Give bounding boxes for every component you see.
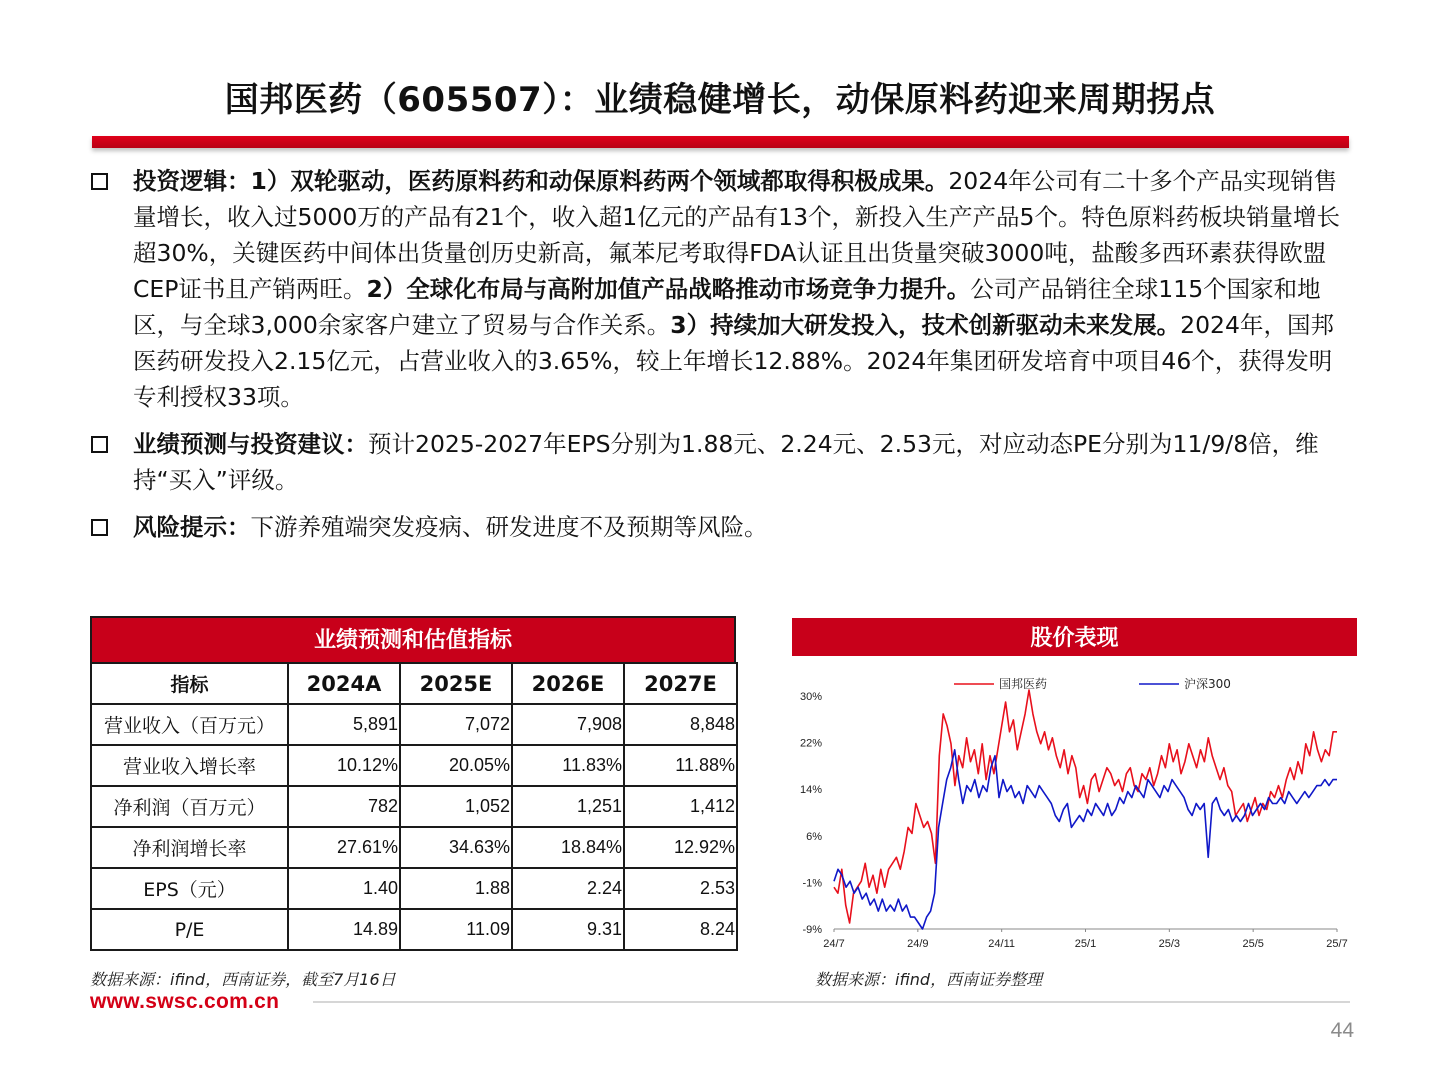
x-tick-label: 25/1: [1074, 938, 1097, 950]
table-value-cell: 18.84%: [512, 827, 624, 868]
table-source: 数据来源：ifind，西南证券，截至7月16日: [90, 970, 396, 989]
table-value-cell: 1.40: [288, 868, 400, 909]
page-number: 44: [1330, 1019, 1354, 1042]
y-tick-label: 30%: [799, 691, 822, 703]
bullet-square-icon: [91, 173, 108, 190]
forecast-table: [90, 616, 736, 951]
series-line-company: [834, 690, 1337, 923]
table-value-cell: 2.24: [512, 868, 624, 909]
table-value-cell: 7,072: [400, 704, 512, 745]
table-metric-cell: 净利润增长率: [91, 827, 288, 868]
table-value-cell: 11.83%: [512, 745, 624, 786]
table-value-cell: 1.88: [400, 868, 512, 909]
table-value-cell: 34.63%: [400, 827, 512, 868]
x-tick-label: 24/11: [988, 938, 1016, 950]
stock-chart: [792, 664, 1352, 960]
y-tick-label: -1%: [802, 877, 822, 890]
chart-source: 数据来源：ifind，西南证券整理: [815, 970, 1043, 989]
table-row: [91, 704, 737, 745]
table-value-cell: 27.61%: [288, 827, 400, 868]
table-value-cell: 1,412: [624, 786, 737, 827]
table-value-cell: 20.05%: [400, 745, 512, 786]
table-header-cell: 2025E: [400, 663, 512, 704]
x-tick-label: 24/9: [907, 938, 929, 950]
table-header-cell: 指标: [91, 663, 288, 704]
bullet-square-icon: [91, 519, 108, 536]
legend-label: 国邦医药: [999, 677, 1048, 691]
table-value-cell: 782: [288, 786, 400, 827]
y-tick-label: 22%: [799, 737, 822, 750]
bullet-risk: [90, 509, 1355, 545]
y-tick-label: -9%: [802, 924, 822, 936]
table-row: [91, 786, 737, 827]
table-value-cell: 5,891: [288, 704, 400, 745]
table-value-cell: 8.24: [624, 909, 737, 950]
bullet-square-icon: [91, 436, 108, 453]
table-value-cell: 1,251: [512, 786, 624, 827]
table-metric-cell: EPS（元）: [91, 868, 288, 909]
legend-label: 沪深300: [1184, 677, 1231, 691]
table-metric-cell: P/E: [91, 909, 288, 950]
valuation-table: [90, 662, 738, 951]
y-tick-label: 14%: [799, 784, 822, 797]
table-value-cell: 9.31: [512, 909, 624, 950]
table-metric-cell: 营业收入（百万元）: [91, 704, 288, 745]
bullet-list: [90, 163, 1355, 556]
table-metric-cell: 营业收入增长率: [91, 745, 288, 786]
table-header-row: [91, 663, 737, 704]
chart-title: 股价表现: [792, 618, 1357, 656]
table-value-cell: 14.89: [288, 909, 400, 950]
table-header-cell: 2026E: [512, 663, 624, 704]
bullet-investment-logic: [90, 163, 1355, 415]
x-tick-label: 25/7: [1326, 938, 1348, 950]
company-logo: www.swsc.com.cn: [90, 990, 280, 1013]
table-value-cell: 8,848: [624, 704, 737, 745]
table-row: [91, 909, 737, 950]
footer-divider: [313, 1001, 1350, 1003]
bullet-text: 风险提示：下游养殖端突发疫病、研发进度不及预期等风险。: [133, 513, 768, 541]
x-tick-label: 25/3: [1158, 938, 1181, 950]
bullet-text: 投资逻辑：1）双轮驱动，医药原料药和动保原料药两个领域都取得积极成果。2024年公司有二十多个产品实现销售量增长，收入过5000万的产品有21个，收入超1亿元的产品有13个，新投入生产产品5个。特色原料药板块销量增长超30%，关键医药中间体出货量创历史新高，氟苯尼考取得FDA认证且出货量突破3000吨，盐酸多西环素获得欧盟CEP证书且产销两旺。2）全球化布局与高附加值产品战略推动市场竞争力提升。公司产品销往全球115个国家和地区，与全球3,000余家客户建立了贸易与合作关系。3）持续加大研发投入，技术创新驱动未来发展。2024年，国邦医药研发投入2.15亿元，占营业收入的3.65%，较上年增长12.88%。2024年集团研发培育中项目46个，获得发明专利授权33项。: [133, 167, 1341, 411]
page-title: 国邦医药（605507）：业绩稳健增长，动保原料药迎来周期拐点: [224, 80, 1216, 120]
table-value-cell: 1,052: [400, 786, 512, 827]
x-tick-label: 25/5: [1242, 938, 1264, 950]
bullet-text: 业绩预测与投资建议：预计2025-2027年EPS分别为1.88元、2.24元、2.53元，对应动态PE分别为11/9/8倍，维持“买入”评级。: [133, 430, 1319, 494]
y-tick-label: 6%: [806, 830, 822, 843]
table-value-cell: 7,908: [512, 704, 624, 745]
table-header-cell: 2024A: [288, 663, 400, 704]
table-row: [91, 745, 737, 786]
series-line-index: [834, 750, 1337, 929]
bullet-forecast: [90, 426, 1355, 498]
title-underline: [92, 136, 1349, 148]
table-value-cell: 10.12%: [288, 745, 400, 786]
table-metric-cell: 净利润（百万元）: [91, 786, 288, 827]
table-title: 业绩预测和估值指标: [90, 616, 736, 662]
x-tick-label: 24/7: [823, 938, 845, 950]
table-value-cell: 2.53: [624, 868, 737, 909]
table-row: [91, 868, 737, 909]
table-value-cell: 12.92%: [624, 827, 737, 868]
table-row: [91, 827, 737, 868]
table-value-cell: 11.09: [400, 909, 512, 950]
table-value-cell: 11.88%: [624, 745, 737, 786]
table-header-cell: 2027E: [624, 663, 737, 704]
